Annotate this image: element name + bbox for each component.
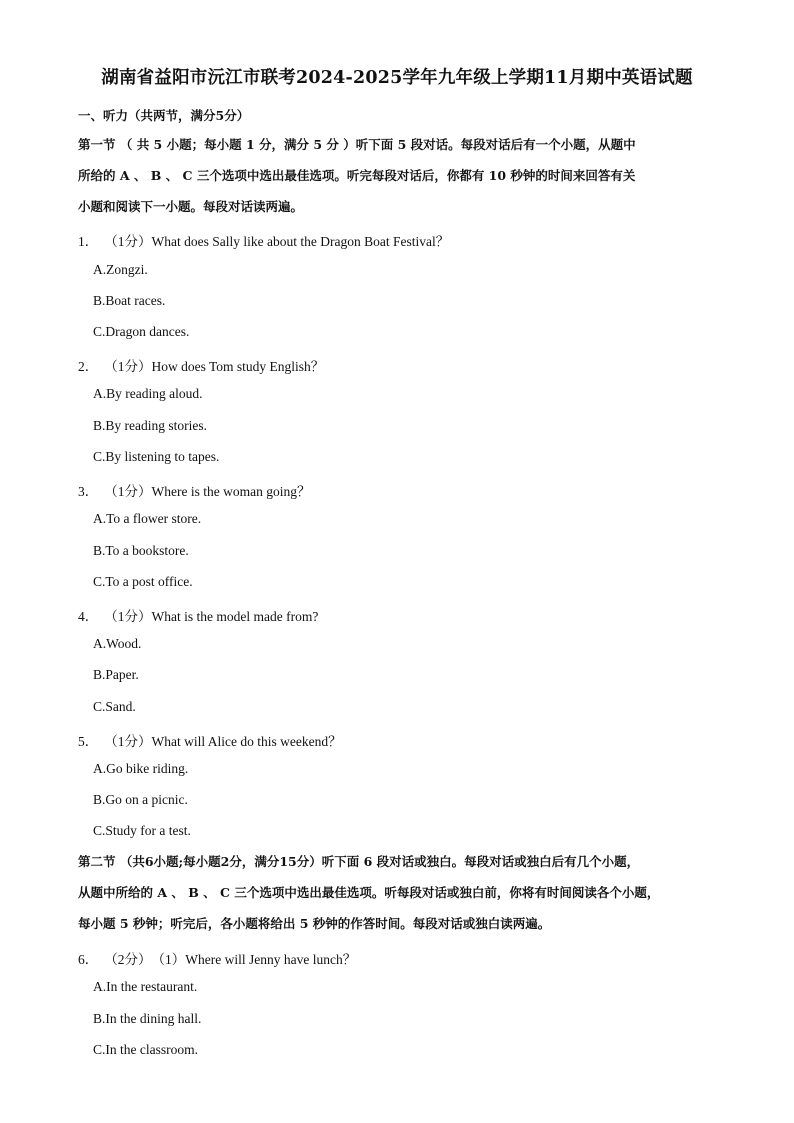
part1-instructions bbox=[78, 129, 718, 222]
question-text: Where is the woman going？ bbox=[151, 484, 311, 499]
option-c: C.Study for a test. bbox=[93, 823, 191, 838]
question-number: 5． bbox=[78, 734, 99, 749]
question-points: （1分） bbox=[104, 359, 152, 374]
question-points: （1分） bbox=[104, 234, 152, 249]
option-b: B.In the dining hall. bbox=[93, 1011, 202, 1026]
exam-title: 湖南省益阳市沅江市联考2024-2025学年九年级上学期11月期中英语试题 bbox=[101, 68, 693, 88]
option-a: A.In the restaurant. bbox=[93, 979, 198, 994]
question-4 bbox=[78, 605, 318, 625]
question-number: 3． bbox=[78, 484, 99, 499]
section-heading-listening: 一、听力（共两节，满分5分） bbox=[78, 108, 250, 123]
option-a: A.Zongzi. bbox=[93, 262, 148, 277]
question-points: （1分） bbox=[104, 609, 152, 624]
question-2 bbox=[78, 355, 324, 375]
question-number: 2． bbox=[78, 359, 99, 374]
question-text: What will Alice do this weekend？ bbox=[151, 734, 342, 749]
question-number: 6． bbox=[78, 952, 99, 967]
question-5 bbox=[78, 730, 342, 750]
option-b: B.Paper. bbox=[93, 667, 139, 682]
question-3 bbox=[78, 480, 310, 500]
instruction-line: 第一节 （ 共 5 小题；每小题 1 分，满分 5 分 ）听下面 5 段对话。每段对话后有一个小题，从题中 bbox=[78, 137, 636, 152]
question-points: （1分） bbox=[104, 484, 152, 499]
question-number: 1． bbox=[78, 234, 99, 249]
question-1 bbox=[78, 230, 449, 250]
question-6 bbox=[78, 948, 356, 968]
question-text: What is the model made from? bbox=[151, 609, 319, 624]
option-a: A.To a flower store. bbox=[93, 511, 202, 526]
part2-instructions bbox=[78, 846, 718, 939]
instruction-line: 所给的 A 、 B 、 C 三个选项中选出最佳选项。听完每段对话后，你都有 10 秒钟的时间来回答有关 bbox=[78, 168, 636, 183]
option-a: A.Wood. bbox=[93, 636, 142, 651]
instruction-line: 每小题 5 秒钟；听完后，各小题将给出 5 秒钟的作答时间。每段对话或独白读两遍。 bbox=[78, 916, 551, 931]
option-c: C.By listening to tapes. bbox=[93, 449, 220, 464]
option-b: B.Boat races. bbox=[93, 293, 166, 308]
option-a: A.By reading aloud. bbox=[93, 386, 203, 401]
instruction-line: 小题和阅读下一小题。每段对话读两遍。 bbox=[78, 199, 304, 214]
instruction-line: 从题中所给的 A 、 B 、 C 三个选项中选出最佳选项。听每段对话或独白前，你将有时间阅读各个小题， bbox=[78, 885, 660, 900]
option-a: A.Go bike riding. bbox=[93, 761, 189, 776]
option-c: C.Dragon dances. bbox=[93, 324, 190, 339]
question-number: 4． bbox=[78, 609, 99, 624]
option-b: B.Go on a picnic. bbox=[93, 792, 188, 807]
question-text: （1）Where will Jenny have lunch？ bbox=[151, 952, 357, 967]
option-b: B.By reading stories. bbox=[93, 418, 207, 433]
instruction-line: 第二节 （共6小题;每小题2分，满分15分）听下面 6 段对话或独白。每段对话或独白后有几个小题， bbox=[78, 854, 640, 869]
question-text: What does Sally like about the Dragon Boat Festival？ bbox=[151, 234, 450, 249]
option-c: C.To a post office. bbox=[93, 574, 193, 589]
option-c: C.Sand. bbox=[93, 699, 136, 714]
option-c: C.In the classroom. bbox=[93, 1042, 198, 1057]
question-points: （1分） bbox=[104, 734, 152, 749]
question-points: （2分） bbox=[104, 952, 152, 967]
option-b: B.To a bookstore. bbox=[93, 543, 189, 558]
question-text: How does Tom study English？ bbox=[151, 359, 325, 374]
